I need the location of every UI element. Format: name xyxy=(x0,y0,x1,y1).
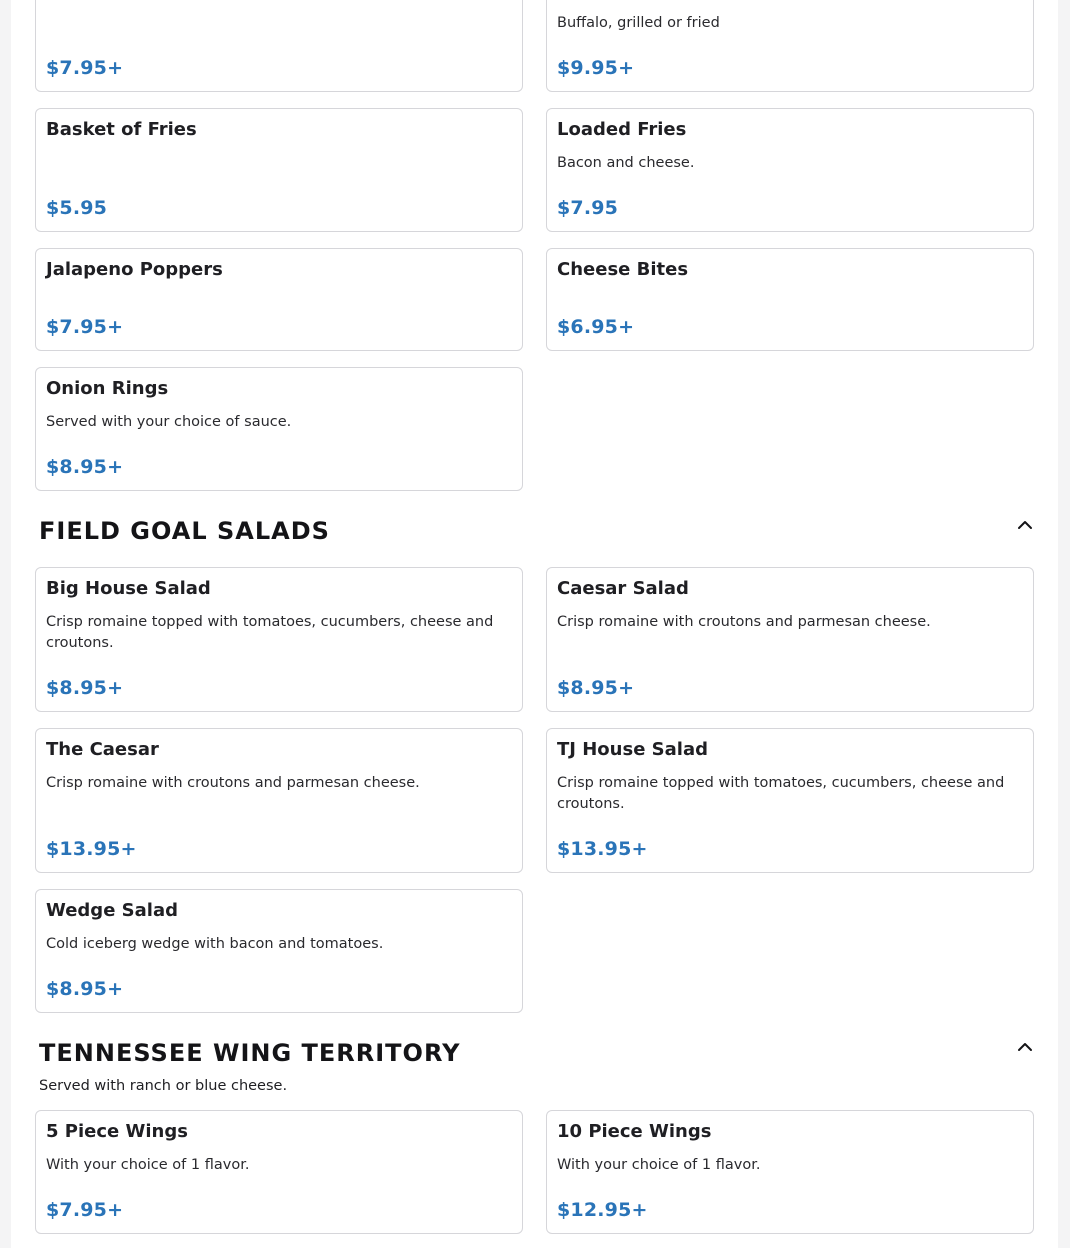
item-name: Wedge Salad xyxy=(46,900,178,921)
item-name: Basket of Fries xyxy=(46,119,197,140)
menu-item-card[interactable] xyxy=(546,1110,1034,1234)
item-description: Crisp romaine topped with tomatoes, cucumbers, cheese and croutons. xyxy=(557,775,1005,812)
item-name: Caesar Salad xyxy=(557,578,689,599)
item-price: $9.95+ xyxy=(557,57,635,79)
item-name: 5 Piece Wings xyxy=(46,1121,188,1142)
item-name: Loaded Fries xyxy=(557,119,687,140)
menu-item-card[interactable] xyxy=(35,367,523,491)
menu-item-card[interactable] xyxy=(35,567,523,712)
item-price: $7.95+ xyxy=(46,316,124,338)
item-price: $8.95+ xyxy=(46,456,124,478)
item-price: $5.95 xyxy=(46,197,108,219)
section-subtitle-wings: Served with ranch or blue cheese. xyxy=(39,1078,288,1094)
item-name: Onion Rings xyxy=(46,378,169,399)
menu-page xyxy=(11,0,1058,1248)
item-price: $8.95+ xyxy=(46,978,124,1000)
item-name: 10 Piece Wings xyxy=(557,1121,712,1142)
menu-item-card[interactable] xyxy=(546,728,1034,873)
item-description: Cold iceberg wedge with bacon and tomatoes. xyxy=(46,936,384,952)
item-description: Crisp romaine with croutons and parmesan cheese. xyxy=(46,775,420,791)
item-price: $6.95+ xyxy=(557,316,635,338)
chevron-up-icon[interactable] xyxy=(1016,516,1034,534)
item-description: Served with your choice of sauce. xyxy=(46,414,292,430)
item-name: TJ House Salad xyxy=(557,739,708,760)
item-description: Buffalo, grilled or fried xyxy=(557,15,720,31)
item-price: $12.95+ xyxy=(557,1199,648,1221)
menu-item-card[interactable] xyxy=(35,108,523,232)
item-description: Crisp romaine topped with tomatoes, cucumbers, cheese and croutons. xyxy=(46,614,494,651)
item-name: Jalapeno Poppers xyxy=(46,259,223,280)
section-title-salads: FIELD GOAL SALADS xyxy=(39,517,330,545)
menu-item-card[interactable] xyxy=(35,1110,523,1234)
item-price: $7.95 xyxy=(557,197,619,219)
menu-item-card[interactable] xyxy=(546,0,1034,92)
menu-item-card[interactable] xyxy=(35,728,523,873)
menu-item-card[interactable] xyxy=(35,0,523,92)
chevron-up-icon[interactable] xyxy=(1016,1038,1034,1056)
item-description: With your choice of 1 flavor. xyxy=(46,1157,250,1173)
menu-item-card[interactable] xyxy=(546,567,1034,712)
section-title-wings: TENNESSEE WING TERRITORY xyxy=(39,1039,461,1067)
item-name: Big House Salad xyxy=(46,578,211,599)
item-name: Cheese Bites xyxy=(557,259,689,280)
menu-item-card[interactable] xyxy=(35,889,523,1013)
item-price: $7.95+ xyxy=(46,1199,124,1221)
item-price: $8.95+ xyxy=(557,677,635,699)
item-price: $13.95+ xyxy=(46,838,137,860)
item-price: $7.95+ xyxy=(46,57,124,79)
item-description: Bacon and cheese. xyxy=(557,155,695,171)
menu-item-card[interactable] xyxy=(35,248,523,351)
menu-item-card[interactable] xyxy=(546,248,1034,351)
item-description: Crisp romaine with croutons and parmesan cheese. xyxy=(557,614,931,630)
item-price: $13.95+ xyxy=(557,838,648,860)
item-price: $8.95+ xyxy=(46,677,124,699)
item-description: With your choice of 1 flavor. xyxy=(557,1157,761,1173)
menu-item-card[interactable] xyxy=(546,108,1034,232)
item-name: The Caesar xyxy=(46,739,159,760)
